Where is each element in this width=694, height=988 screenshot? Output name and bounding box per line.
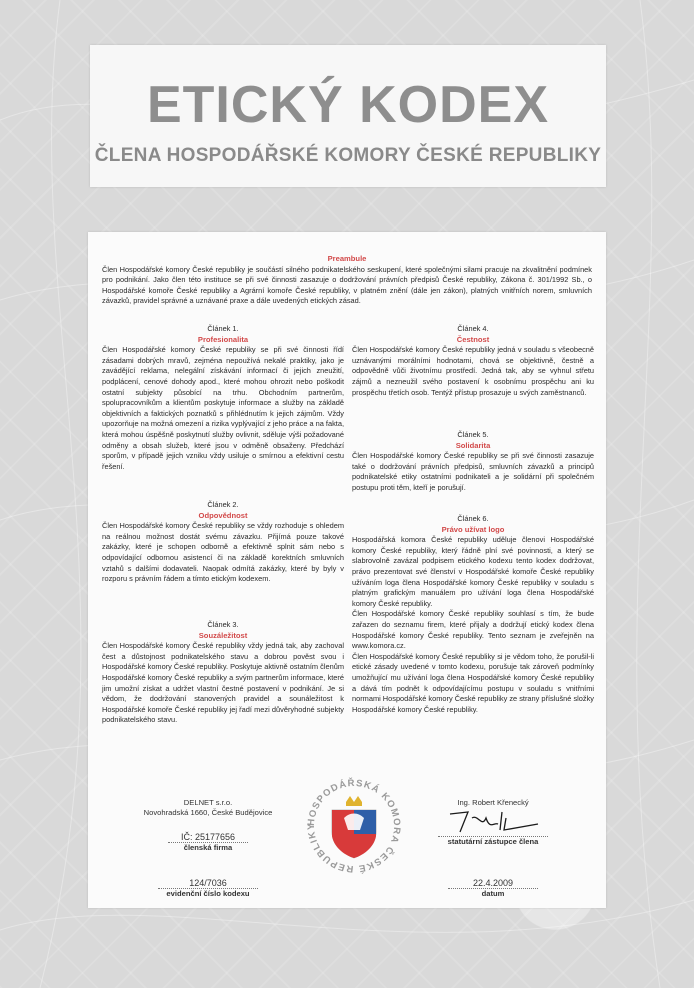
firm-name: DELNET s.r.o. <box>183 798 233 807</box>
article-3 <box>102 620 344 726</box>
article-text: Člen Hospodářské komory České republiky se vždy rozhoduje s ohledem na reálnou možnost dostát svému závazku. Přijímá pouze takové zakázky, které je schopen odborně a efektivně splnit sám nebo s odpovídající odbornou asistencí či na základě korektních smluvních vztahů s dalšími dodavateli. Naopak odmítá zakázky, které by byly v rozporu s právním řádem a tímto etickým kodexem. <box>102 521 344 584</box>
firm-label: členská firma <box>183 843 233 852</box>
article-text: Člen Hospodářské komory České republiky se při své činnosti zasazuje také o dodržování právních předpisů, smluvních závazků a principů podnikatelské etiky ostatními podnikateli a je solidární při společném postupu proti těm, kteří je porušují. <box>352 451 594 492</box>
firm-ic: IČ: 25177656 <box>180 832 236 842</box>
registration-block <box>138 878 278 899</box>
article-text: Člen Hospodářské komory České republiky se při své činnosti řídí zásadami dobrých mravů, zejména nepoužívá nekalé praktiky, jako je zavádějící reklama, nelegální získávání informací či jejich zneužití, podplácení, cenové dohody apod., které mohou ohrozit nebo poškodit ostatní subjekty působící na trhu. Obchodním partnerům, spolupracovníkům a klientům poskytuje informace a služby na základě objektivních a faktických poznatků s přihlédnutím k jejich zájmům. Vždy upozorňuje na možná omezení a rizika vyplývající z jeho práce a na fakta, která mohou úspěšně poskytnutí služby ovlivnit, sděluje výši požadované odměny a obsah služeb, které jsou v odměně obsaženy. Předchází sporům, v případě jejich vzniku vždy usiluje o smírnou a efektivní cestu řešení. <box>102 345 344 471</box>
article-title: Čestnost <box>456 334 490 344</box>
article-number: Článek 6. <box>457 514 489 523</box>
preamble-heading: Preambule <box>327 254 367 263</box>
date-value: 22.4.2009 <box>472 878 514 888</box>
article-number: Článek 4. <box>457 324 489 333</box>
document-title: ETICKÝ KODEX <box>146 76 550 134</box>
article-title: Solidarita <box>455 440 491 450</box>
article-title: Souzáležitost <box>198 630 248 640</box>
member-firm-block <box>128 798 288 853</box>
article-number: Článek 2. <box>207 500 239 509</box>
article-title: Odpovědnost <box>198 510 248 520</box>
preamble-text: Člen Hospodářské komory České republiky je součástí silného podnikatelského seskupení, které společnými silami pracuje na zkvalitnění podmínek pro podnikání. Jako člen této instituce se při své činnosti zasazuje o dodržování právních předpisů České republiky, Zákona č. 301/1992 Sb., o Hospodářské komoře České republiky a Agrární komoře České republiky, v platném znění (dále jen zákon), platných vnitřních norem, smluvních závazků, pravidel správné a uznávané praxe a dále uvedených etických zásad. <box>102 264 592 306</box>
article-text: Člen Hospodářské komory České republiky vždy jedná tak, aby zachoval čest a důstojnost podnikatelského stavu a dobrou pověst svou i Hospodářské komory České republiky. Poskytuje aktivně ostatním členům Hospodářské komory České republiky a svým partnerům informace, které jim umožní získat a udržet vlastní čestné postavení v podnikání. Je si vědom, že dodržování stanovených pravidel a sounáležitost k Hospodářské komoře České republiky jej řadí mezi důvěryhodné subjekty podnikatelského stavu. <box>102 641 344 725</box>
representative-name: Ing. Robert Křenecký <box>457 798 529 807</box>
article-number: Článek 5. <box>457 430 489 439</box>
preamble-section <box>102 254 592 307</box>
registration-label: evidenční číslo kodexu <box>166 889 250 898</box>
document-subtitle: ČLENA HOSPODÁŘSKÉ KOMORY ČESKÉ REPUBLIKY <box>94 145 602 166</box>
article-text: Hospodářská komora České republiky uděluje členovi Hospodářské komory České republiky, který řádně plní své povinnosti, a který se slabrovolně zavázal podpisem etického kodexu tento kodex dodržovat, právo prezentovat své členství v Hospodářské komoře České republiky užíváním loga člena Hospodářské komory České republiky v souladu s platným grafickým manuálem pro užívání loga člena Hospodářské komory České republiky. <box>352 535 594 608</box>
representative-label: statutární zástupce člena <box>447 837 539 846</box>
chamber-seal-logo <box>300 772 408 880</box>
title-banner <box>90 45 606 187</box>
article-6 <box>352 514 594 715</box>
article-text-3: Člen Hospodářské komory České republiky si je vědom toho, že porušil-li etické zásady uvedené v tomto kodexu, porušuje tak zároveň podmínky umožňující mu užívání loga člena Hospodářské komory České republiky a dává tím podnět k odpovídajícímu postupu v souladu s vnitřními normami Hospodářské komory České republiky ze strany příslušné složky Hospodářské komory České republiky. <box>352 651 594 714</box>
firm-address: Novohradská 1660, České Budějovice <box>143 808 273 817</box>
code-document <box>88 232 606 908</box>
article-text-2: Člen Hospodářské komory České republiky souhlasí s tím, že bude zařazen do seznamu firem, které přijaly a dodržují etický kodex člena Hospodářské komory České republiky. Tento seznam je zveřejněn na www.komora.cz. <box>352 609 594 651</box>
date-block <box>428 878 558 899</box>
representative-block <box>418 798 568 847</box>
article-5 <box>352 430 594 494</box>
article-4 <box>352 324 594 398</box>
svg-text:HOSPODÁŘSKÁ KOMORA ČESKÉ REPUB: HOSPODÁŘSKÁ KOMORA ČESKÉ REPUBLIKY <box>305 777 403 875</box>
article-text: Člen Hospodářské komory České republiky jedná v souladu s všeobecně uznávanými morálními hodnotami, chová se objektivně, čestně a odpovědně vůči životnímu prostředí. Jedná tak, aby se vyhnul střetu zájmů a nezneužil svého postavení k osobnímu prospěchu ani ku prospěchu třetích osob. Tentýž přístup prosazuje u svých zaměstnanců. <box>352 345 594 397</box>
date-label: datum <box>481 889 505 898</box>
article-1 <box>102 324 344 472</box>
signature-icon <box>438 808 548 836</box>
article-number: Článek 3. <box>207 620 239 629</box>
article-title: Právo užívat logo <box>441 524 505 534</box>
article-2 <box>102 500 344 585</box>
article-number: Článek 1. <box>207 324 239 333</box>
registration-number: 124/7036 <box>189 878 227 888</box>
article-title: Profesionalita <box>197 334 249 344</box>
